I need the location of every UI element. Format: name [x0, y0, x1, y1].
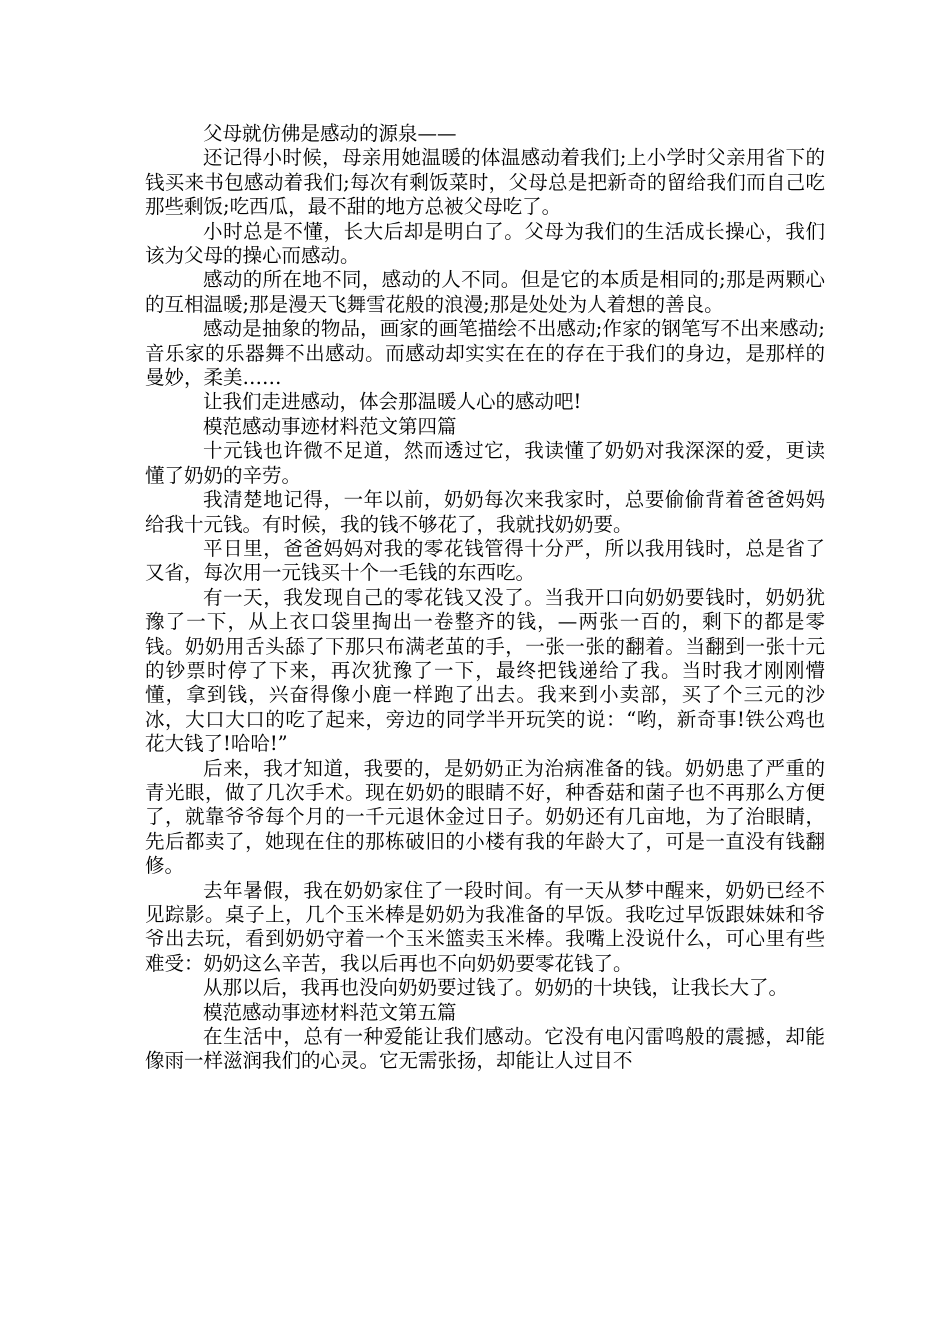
document-page	[145, 122, 825, 1074]
paragraph-childhood-memories: 还记得小时候，母亲用她温暖的体温感动着我们;上小学时父亲用省下的钱买来书包感动着我们;每次有剩饭菜时，父母总是把新奇的留给我们而自己吃那些剩饭;吃西瓜，最不甜的地方总被父母吃了。	[145, 146, 825, 219]
paragraph-grandma-visits: 我清楚地记得，一年以前，奶奶每次来我家时，总要偷偷背着爸爸妈妈给我十元钱。有时候，我的钱不够花了，我就找奶奶要。	[145, 488, 825, 536]
paragraph-call-to-feel: 让我们走进感动，体会那温暖人心的感动吧!	[203, 390, 582, 414]
paragraph-intro-source: 父母就仿佛是感动的源泉——	[203, 122, 457, 145]
paragraph-strict-parents: 平日里，爸爸妈妈对我的零花钱管得十分严，所以我用钱时，总是省了又省，每次用一元钱买十个一毛钱的东西吃。	[145, 536, 825, 585]
paragraph-love-in-life: 在生活中，总有一种爱能让我们感动。它没有电闪雷鸣般的震撼，却能像雨一样滋润我们的心灵。它无需张扬，却能让人过目不	[145, 1025, 825, 1073]
paragraph-abstract-moving: 感动是抽象的物品，画家的画笔描绘不出感动;作家的钢笔写不出来感动;音乐家的乐器舞不出感动。而感动却实实在在的存在于我们的身边，是那样的曼妙，柔美……	[145, 317, 825, 390]
paragraph-later-learned: 后来，我才知道，我要的，是奶奶正为治病准备的钱。奶奶患了严重的青光眼，做了几次手术。现在奶奶的眼睛不好，种香菇和菌子也不再那么方便了，就靠爷爷每个月的一千元退休金过日子。奶奶还有几亩地，为了治眼睛，先后都卖了，她现在住的那栋破旧的小楼有我的年龄大了，可是一直没有钱翻修。	[145, 756, 825, 878]
section-heading-fourth: 模范感动事迹材料范文第四篇	[203, 414, 457, 438]
paragraph-one-day: 有一天，我发现自己的零花钱又没了。当我开口向奶奶要钱时，奶奶犹豫了一下，从上衣口袋里掏出一卷整齐的钱，—两张一百的，剩下的都是零钱。奶奶用舌头舔了下那只布满老茧的手，一张一张的翻着。当翻到一张十元的钞票时停了下来，再次犹豫了一下，最终把钱递给了我。当时我才刚刚懵懂，拿到钱，兴奋得像小鹿一样跑了出去。我来到小卖部，买了个三元的沙冰，大口大口的吃了起来，旁边的同学半开玩笑的说：“哟，新奇事!铁公鸡也花大钱了!哈哈!”	[145, 585, 825, 756]
paragraph-summer-vacation: 去年暑假，我在奶奶家住了一段时间。有一天从梦中醒来，奶奶已经不见踪影。桌子上，几个玉米棒是奶奶为我准备的早饭。我吃过早饭跟妹妹和爷爷出去玩，看到奶奶守着一个玉米篮卖玉米棒。我嘴上没说什么，可心里有些难受：奶奶这么辛苦，我以后再也不向奶奶要零花钱了。	[145, 878, 825, 975]
paragraph-growing-up: 小时总是不懂，长大后却是明白了。父母为我们的生活成长操心，我们该为父母的操心而感动。	[145, 219, 825, 268]
section-heading-fifth: 模范感动事迹材料范文第五篇	[203, 1000, 457, 1024]
paragraph-essence-of-moving: 感动的所在地不同，感动的人不同。但是它的本质是相同的;那是两颗心的互相温暖;那是漫天飞舞雪花般的浪漫;那是处处为人着想的善良。	[145, 268, 825, 316]
paragraph-ten-yuan: 十元钱也许微不足道，然而透过它，我读懂了奶奶对我深深的爱，更读懂了奶奶的辛劳。	[145, 439, 825, 487]
paragraph-grew-up: 从那以后，我再也没向奶奶要过钱了。奶奶的十块钱，让我长大了。	[203, 976, 789, 1000]
